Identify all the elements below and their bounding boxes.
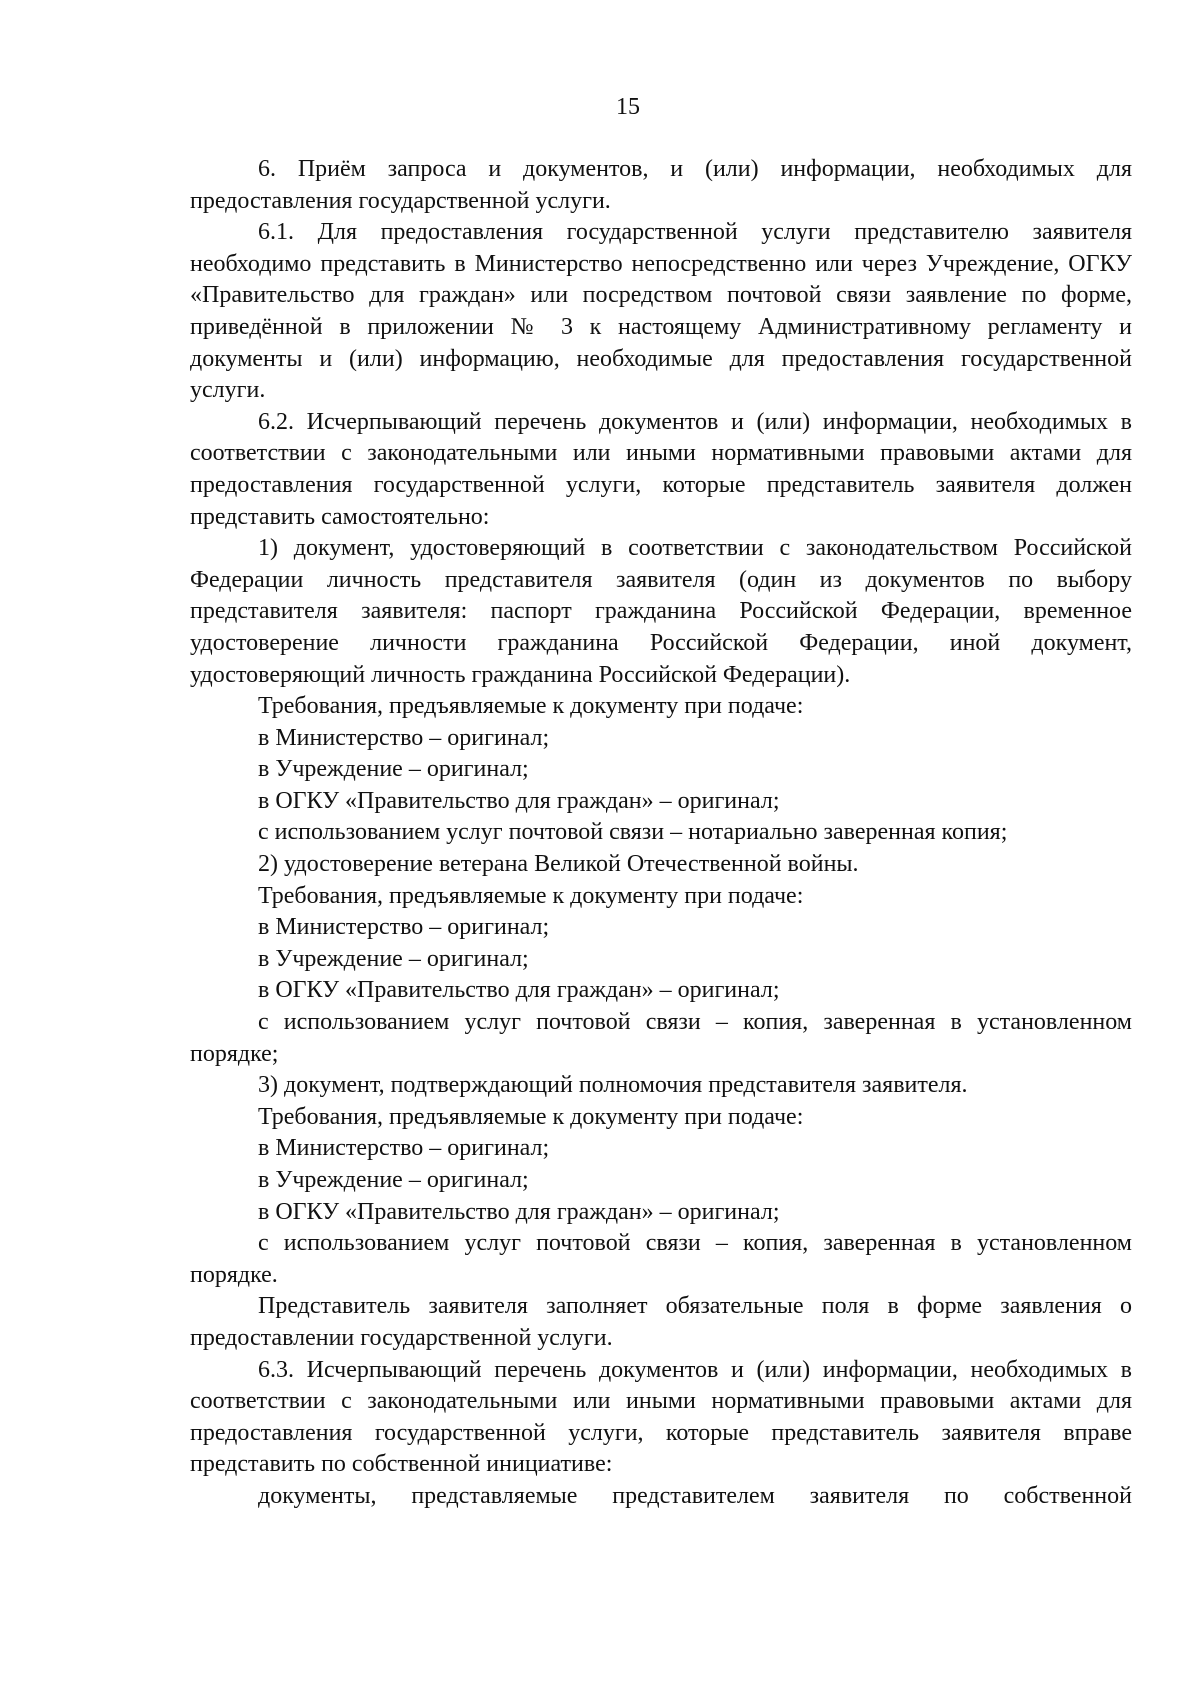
- paragraph-requirement-postal: с использованием услуг почтовой связи – копия, заверенная в установленном порядке.: [190, 1230, 1132, 1288]
- paragraph-requirement-institution: в Учреждение – оригинал;: [258, 1167, 529, 1193]
- paragraph-requirement-postal: с использованием услуг почтовой связи – нотариально заверенная копия;: [258, 819, 1008, 846]
- paragraph-section-6-3: 6.3. Исчерпывающий перечень документов и (или) информации, необходимых в соответствии с законодательными или иными нормативными правовыми актами для предоставления государственной услуги, которые представитель заявителя вправе представить по собственной инициативе:: [190, 1356, 1132, 1478]
- paragraph-requirement-ministry: в Министерство – оригинал;: [258, 1135, 550, 1162]
- paragraph-continued: документы, представляемые представителем заявителя по собственной: [258, 1482, 1132, 1509]
- paragraph-requirement-ogku: в ОГКУ «Правительство для граждан» – оригинал;: [258, 787, 780, 814]
- paragraph-item-2-veteran-certificate: 2) удостоверение ветерана Великой Отечественной войны.: [258, 851, 859, 878]
- paragraph-requirement-ogku: в ОГКУ «Правительство для граждан» – оригинал;: [258, 1198, 780, 1225]
- paragraph-requirements-heading: Требования, предъявляемые к документу при подаче:: [258, 882, 804, 909]
- paragraph-section-6-heading: 6. Приём запроса и документов, и (или) информации, необходимых для предоставления государственной услуги.: [190, 156, 1132, 214]
- paragraph-requirement-postal: с использованием услуг почтовой связи – копия, заверенная в установленном порядке;: [190, 1009, 1132, 1067]
- paragraph-item-1-identity-document: 1) документ, удостоверяющий в соответствии с законодательством Российской Федерации личность представителя заявителя (один из документов по выбору представителя заявителя: паспорт гражданина Российской Федерации, временное удостоверение личности гражданина Российской Федерации, иной документ, удостоверяющий личность гражданина Российской Федерации).: [190, 535, 1132, 688]
- paragraph-item-3-authority-document: 3) документ, подтверждающий полномочия представителя заявителя.: [258, 1072, 968, 1099]
- paragraph-mandatory-fields: Представитель заявителя заполняет обязательные поля в форме заявления о предоставлении государственной услуги.: [190, 1293, 1132, 1351]
- paragraph-requirement-ministry: в Министерство – оригинал;: [258, 724, 550, 751]
- document-body: [190, 154, 1132, 1513]
- paragraph-section-6-2: 6.2. Исчерпывающий перечень документов и (или) информации, необходимых в соответствии с законодательными или иными нормативными правовыми актами для предоставления государственной услуги, которые представитель заявителя должен представить самостоятельно:: [190, 408, 1132, 530]
- page-number: 15: [616, 94, 640, 120]
- paragraph-requirement-institution: в Учреждение – оригинал;: [258, 756, 529, 783]
- paragraph-requirement-institution: в Учреждение – оригинал;: [258, 945, 529, 972]
- paragraph-requirement-ogku: в ОГКУ «Правительство для граждан» – оригинал;: [258, 977, 780, 1004]
- paragraph-requirements-heading: Требования, предъявляемые к документу при подаче:: [258, 1103, 804, 1130]
- paragraph-section-6-1: 6.1. Для предоставления государственной услуги представителю заявителя необходимо представить в Министерство непосредственно или через Учреждение, ОГКУ «Правительство для граждан» или посредством почтовой связи заявление по форме, приведённой в приложении № 3 к настоящему Административному регламенту и документы и (или) информацию, необходимые для предоставления государственной услуги.: [190, 219, 1132, 404]
- paragraph-requirement-ministry: в Министерство – оригинал;: [258, 914, 550, 941]
- paragraph-requirements-heading: Требования, предъявляемые к документу при подаче:: [258, 693, 804, 720]
